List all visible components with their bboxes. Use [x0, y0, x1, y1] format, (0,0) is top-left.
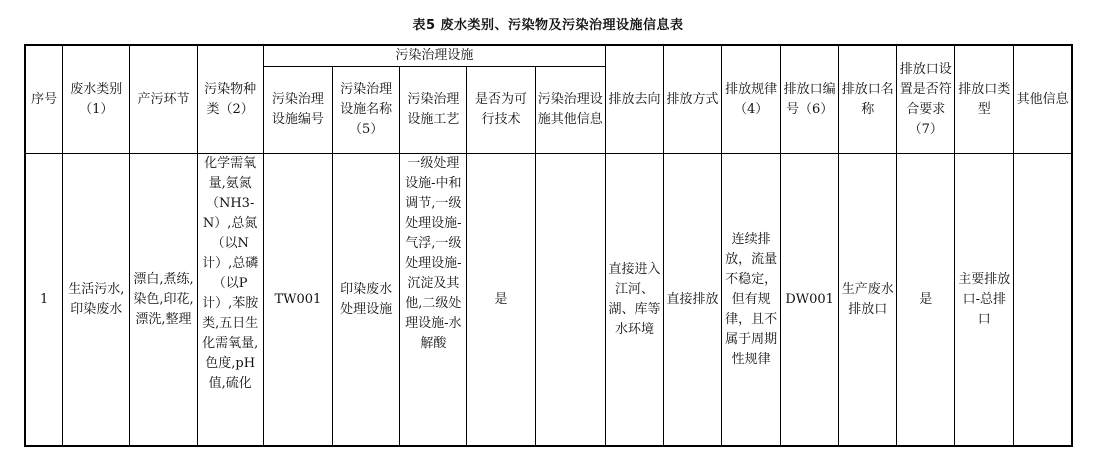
cell-pollutants: 化学需氧量,氨氮（NH3-N）,总氮（以N计）,总磷（以P计）,苯胺类,五日生化需氧量,色度,pH值,硫化	[197, 154, 263, 447]
header-outlet-id: 排放口编号（6）	[781, 45, 839, 154]
wastewater-info-table	[24, 44, 1073, 447]
cell-pattern: 连续排放，流量不稳定，但有规律，且不属于周期性规律	[722, 154, 781, 447]
cell-source: 漂白,煮练,染色,印花,漂洗,整理	[130, 154, 197, 447]
header-facility-other: 污染治理设施其他信息	[535, 67, 605, 154]
header-outlet-name: 排放口名称	[839, 45, 897, 154]
header-destination: 排放去向	[605, 45, 663, 154]
cell-facility-id: TW001	[263, 154, 332, 447]
header-pollutants: 污染物种类（2）	[197, 45, 263, 154]
cell-facility-process: 一级处理设施-中和调节,一级处理设施-气浮,一级处理设施-沉淀及其他,二级处理设施-水解酸	[400, 154, 467, 447]
cell-outlet-id: DW001	[781, 154, 839, 447]
header-facility-process: 污染治理设施工艺	[400, 67, 467, 154]
header-source: 产污环节	[130, 45, 197, 154]
cell-category: 生活污水,印染废水	[63, 154, 130, 447]
header-seq: 序号	[25, 45, 63, 154]
header-facility-group: 污染治理设施	[263, 45, 605, 67]
header-pattern: 排放规律（4）	[722, 45, 781, 154]
cell-compliance: 是	[897, 154, 955, 447]
header-facility-name: 污染治理设施名称（5）	[333, 67, 400, 154]
cell-facility-name: 印染废水处理设施	[333, 154, 400, 447]
cell-destination: 直接进入江河、湖、库等水环境	[605, 154, 663, 447]
header-method: 排放方式	[664, 45, 722, 154]
header-facility-id: 污染治理设施编号	[263, 67, 332, 154]
header-feasible: 是否为可行技术	[467, 67, 535, 154]
cell-method: 直接排放	[664, 154, 722, 447]
table-title: 表5 废水类别、污染物及污染治理设施信息表	[412, 18, 684, 33]
header-outlet-type: 排放口类型	[955, 45, 1014, 154]
cell-facility-other	[535, 154, 605, 447]
table-row	[25, 154, 1072, 447]
cell-feasible: 是	[467, 154, 535, 447]
cell-outlet-name: 生产废水排放口	[839, 154, 897, 447]
header-other: 其他信息	[1014, 45, 1072, 154]
header-row-1	[25, 45, 1072, 67]
header-category: 废水类别（1）	[63, 45, 130, 154]
header-compliance: 排放口设置是否符合要求（7）	[897, 45, 955, 154]
cell-outlet-type: 主要排放口-总排口	[955, 154, 1014, 447]
cell-other	[1014, 154, 1072, 447]
cell-seq: 1	[25, 154, 63, 447]
